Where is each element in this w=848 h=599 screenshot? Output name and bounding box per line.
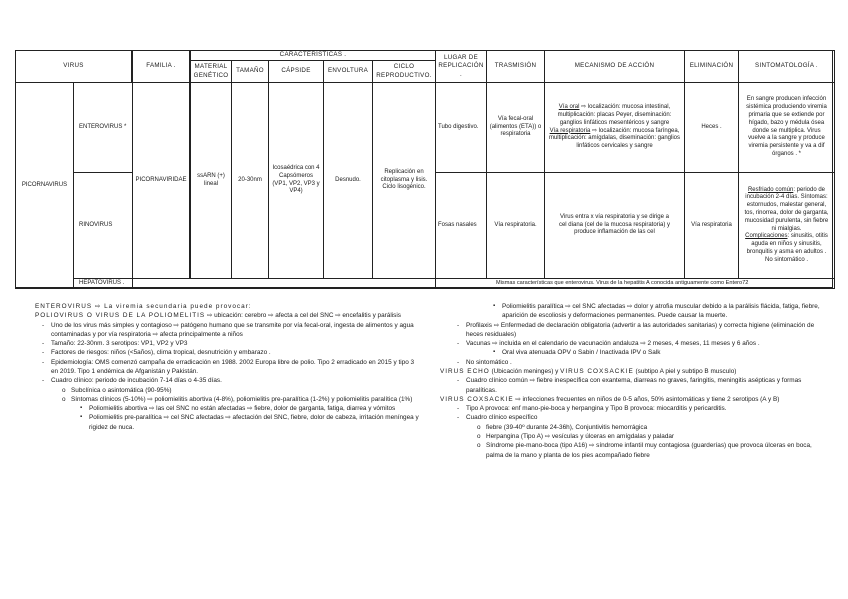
header-mecanismo: MECANISMO DE ACCIÓN — [544, 50, 685, 83]
polio-bullet-2: - Tamaño: 22-30nm. 3 serotipos: VP1, VP2 y VP3 — [51, 339, 420, 348]
tamano-cell: 20-30nm — [231, 82, 269, 279]
header-familia: FAMILIA . — [132, 50, 190, 83]
echo-line: VIRUS ECHO (Ubicación meninges) y VIRUS COXSACKIE (subtipo A piel y subtipo B musculo) — [440, 367, 737, 375]
hepato-note: Mismas características que enterovirus. Virus de la hepatitis A conocida antiguamente como Entero72 — [435, 278, 835, 289]
complicaciones-label: Complicaciones — [745, 233, 788, 240]
polio-bullet-4: - Epidemiología: OMS comenzó campaña de erradicación en 1988. 2002 Europa libre de polio. Tipo 2 erradicado en 2015 y tipo 3 en 2019. Tipo 1 endémica de Afganistán y Pakistán. — [51, 358, 420, 377]
ciclo-cell: Replicación en citoplasma y lisis. Ciclo lisogénico. — [372, 82, 436, 279]
header-virus: VIRUS — [15, 50, 132, 83]
familia-cell: PICORNAVIRIDAE — [132, 82, 190, 279]
enterovirus-line: ENTEROVIRUS ⇨ La viremia secundaria puede provocar: — [35, 303, 252, 310]
via-oral-text: ⇨ localización: mucosa intestinal, multiplicación: placas Peyer, diseminación: ganglios linfáticos mesentéricos y sangre — [557, 104, 672, 126]
header-envoltura: ENVOLTURA — [323, 60, 373, 83]
no-sintomatico: No sintomático . — [764, 256, 809, 263]
coxsackie-cuadro: - Cuadro clínico específico — [466, 413, 820, 422]
polio-paralitica: ▪ Poliomielitis paralítica ⇨ cel SNC afectadas ⇨ dolor y atrofia muscular debido a la parálisis flácida, fatiga, fiebre, aparición de escoliosis y deformaciones permanentes. Puede causar la muerte. — [502, 302, 820, 321]
header-eliminacion: ELIMINACIÓN — [684, 50, 739, 83]
subtype-enterovirus: ENTEROVIRUS * — [73, 82, 133, 173]
material-cell: ssARN (+) lineal — [190, 82, 232, 279]
entero-sintomas: En sangre producen infección sistémica produciendo viremia primaria que se extiende por hígado, bazo y médula ósea donde se multiplica. Virus vuelve a la sangre y produce viremia persistente y va a dif órganos . * — [738, 82, 835, 173]
rino-eliminacion: Vía respiratoria — [684, 172, 739, 279]
via-resp-label: Vía respiratoria — [549, 127, 591, 134]
rino-mecanismo: Virus entra x vía respiratoria y se dirige a cel diana (cel de la mucosa respiratoria) y produce inflamación de las cel — [544, 172, 685, 279]
entero-mecanismo — [544, 82, 685, 173]
coxsackie-fiebre: o fiebre (39-40º durante 24-36h), Conjuntivitis hemorrágica — [486, 423, 820, 432]
entero-eliminacion: Heces . — [684, 82, 739, 173]
left-notes — [35, 302, 420, 432]
via-oral-label: Vía oral — [558, 104, 580, 111]
header-lugar: LUGAR DE REPLICACIÓN . — [435, 50, 487, 83]
rino-lugar: Fosas nasales — [435, 172, 487, 279]
subtype-hepatovirus: HEPATOVIRUS . — [73, 278, 133, 289]
subtype-rinovirus: RINOVIRUS — [73, 172, 133, 279]
no-sintomatico-note: - No sintomático . — [466, 358, 820, 367]
right-notes — [440, 302, 820, 460]
vacunas-tipos: ▪ Oral viva atenuada OPV o Sabin / Inactivada IPV o Salk — [502, 348, 820, 357]
header-tamano: TAMAÑO — [231, 60, 269, 83]
resfriado-label: Resfriado común — [747, 186, 794, 193]
vacunas: - Vacunas ⇨ incluida en el calendario de vacunación andaluza ⇨ 2 meses, 4 meses, 11 meses y 6 años . — [466, 339, 820, 348]
polio-preparalitica: ▪ Poliomielitis pre-paralítica ⇨ cel SNC afectadas ⇨ afectación del SNC, fiebre, dolor de cabeza, irritación meníngea y rigidez de nuca. — [89, 413, 420, 432]
coxsackie-line: VIRUS COXSACKIE ⇨ infecciones frecuentes en niños de 0-5 años, 50% asintomáticas y tiene 2 serotipos (A y B) — [440, 395, 780, 403]
envoltura-cell: Desnudo. — [323, 82, 373, 279]
entero-transmision: Vía fecal-oral (alimentos (ETA)) o respiratoria — [486, 82, 545, 173]
header-transmision: TRASMISIÓN — [486, 50, 545, 83]
entero-lugar: Tubo digestivo. — [435, 82, 487, 173]
polio-abortiva: ▪ Poliomielitis abortiva ⇨ las cel SNC no están afectadas ⇨ fiebre, dolor de garganta, fatiga, diarrea y vómitos — [89, 404, 420, 413]
header-sintomatologia: SINTOMATOLOGÍA . — [738, 50, 835, 83]
rino-sintomas — [738, 172, 835, 279]
coxsackie-herpangina: o Herpangina (Tipo A) ⇨ vesículas y úlceras en amígdalas y paladar — [486, 432, 820, 441]
profilaxis: - Profilaxis ⇨ Enfermedad de declaración obligatoria (advertir a las autoridades sanitarias) y correcta higiene (eliminación de heces residuales) — [466, 321, 820, 340]
hepato-empty — [132, 278, 436, 289]
virus-picornavirus: PICORNAVIRUS — [15, 82, 74, 289]
echo-cuadro: - Cuadro clínico común ⇨ fiebre inespecífica con exantema, diarreas no graves, faringitis, meningitis asépticas y formas paralíticas. — [466, 376, 820, 395]
polio-bullet-5: - Cuadro clínico: periodo de incubación 7-14 días o 4-35 días. — [51, 376, 420, 385]
polio-bullet-1: - Uno de los virus más simples y contagioso ⇨ patógeno humano que se transmite por vía fecal-oral, ingesta de alimentos y agua contaminadas y por vía respiratoria ⇨ afecta principalmente a niños — [51, 321, 420, 340]
polio-sub-2: o Síntomas clínicos (5-10%) ⇨ poliomielitis abortiva (4-8%), poliomielitis pre-paralítica (1-2%) y poliomielitis paralítica (1%) — [71, 395, 420, 404]
coxsackie-sindrome: o Síndrome pie-mano-boca (tipo A16) ⇨ síndrome infantil muy contagiosa (guarderías) que provoca úlceras en boca, palma de la mano y planta de los pies acompañado fiebre — [486, 441, 820, 460]
polio-bullet-3: - Factores de riesgos: niños (<5años), clima tropical, desnutrición y embarazo . — [51, 348, 420, 357]
virus-table — [15, 50, 833, 288]
coxsackie-tipos: - Tipo A provoca: enf mano-pie-boca y herpangina y Tipo B provoca: miocarditis y pericarditis. — [466, 404, 820, 413]
complicaciones-text: : sinusitis, otitis aguda en niños y sinusitis, bronquitis y asma en adultos . — [746, 233, 828, 255]
via-resp-text: ⇨ localización: mucosa faríngea, multiplicación: amígdalas, diseminación: ganglios linfáticos cervicales y sangre — [548, 127, 681, 150]
resfriado-text: : periodo de incubación 2-4 días. Síntomas: estornudos, malestar general, tos, rinorrea, dolor de garganta, mucosidad purulenta, sin fiebre ni mialgias. — [744, 186, 829, 232]
capside-cell: Icosaédrica con 4 Capsómeros (VP1, VP2, VP3 y VP4) — [268, 82, 324, 279]
poliovirus-line: POLIOVIRUS O VIRUS DE LA POLIOMELITIS ⇨ ubicación: cerebro ⇨ afecta a cel del SNC ⇨ encefalitis y parálisis — [35, 312, 401, 320]
polio-sub-1: o Subclínica o asintomática (90-95%) — [71, 386, 420, 395]
header-ciclo: CICLO REPRODUCTIVO. — [372, 60, 436, 83]
header-capside: CÁPSIDE — [268, 60, 324, 83]
rino-transmision: Vía respiratoria. — [486, 172, 545, 279]
header-caracteristicas: CARACTERÍSTICAS . — [190, 50, 436, 61]
header-material: MATERIAL GENÉTICO — [190, 60, 232, 83]
